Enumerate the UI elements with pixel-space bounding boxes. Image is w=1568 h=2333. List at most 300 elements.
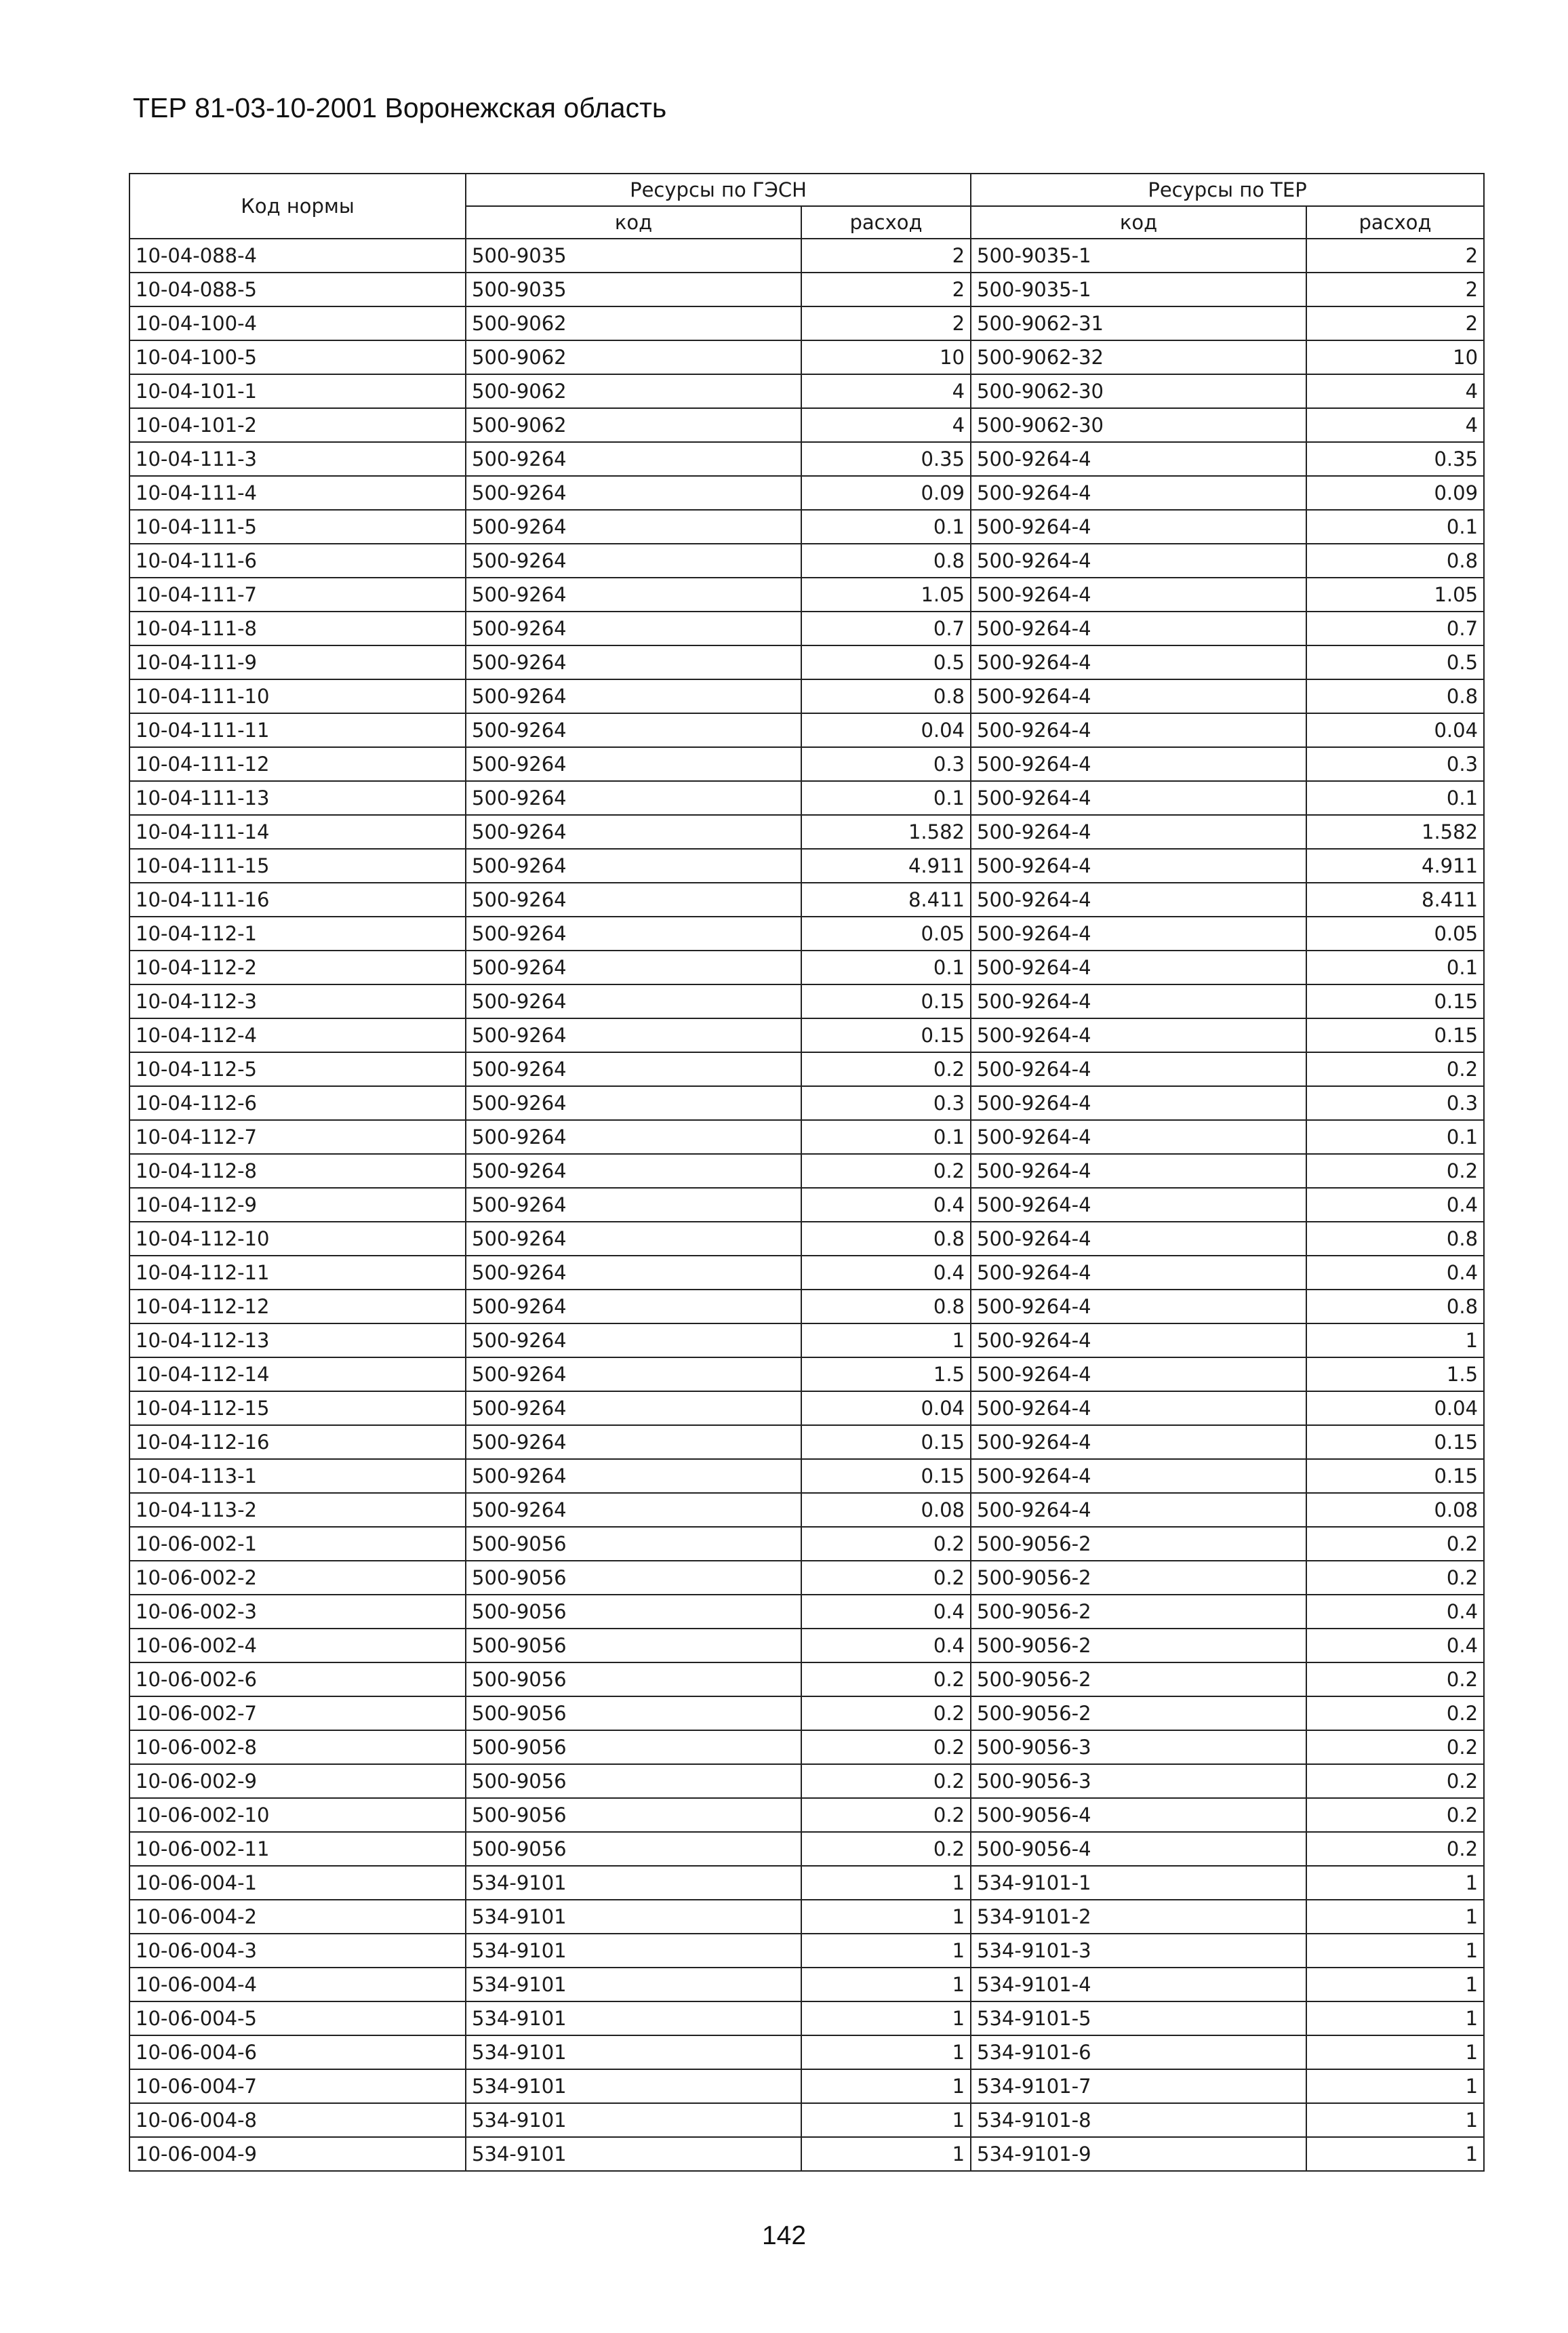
gesn-rate-cell: 4: [801, 408, 971, 442]
gesn-code-cell: 500-9056: [466, 1595, 801, 1629]
table-row: [129, 1391, 1484, 1425]
gesn-rate-cell: 0.2: [801, 1662, 971, 1696]
norm-code-cell: 10-04-112-16: [129, 1425, 466, 1459]
gesn-rate-cell: 0.1: [801, 781, 971, 815]
gesn-rate-cell: 0.8: [801, 1222, 971, 1256]
ter-rate-cell: 0.2: [1306, 1154, 1484, 1188]
norm-code-cell: 10-04-088-4: [129, 239, 466, 273]
norm-code-cell: 10-06-004-8: [129, 2103, 466, 2137]
gesn-code-cell: 500-9056: [466, 1832, 801, 1866]
gesn-rate-cell: 4.911: [801, 849, 971, 883]
table-row: [129, 2035, 1484, 2069]
gesn-rate-cell: 0.2: [801, 1154, 971, 1188]
ter-code-cell: 500-9264-4: [971, 1120, 1306, 1154]
gesn-code-cell: 500-9264: [466, 442, 801, 476]
gesn-rate-cell: 0.4: [801, 1595, 971, 1629]
ter-rate-cell: 4: [1306, 408, 1484, 442]
ter-rate-cell: 1: [1306, 2001, 1484, 2035]
table-row: [129, 306, 1484, 340]
ter-rate-cell: 0.2: [1306, 1561, 1484, 1595]
ter-code-cell: 534-9101-9: [971, 2137, 1306, 2171]
gesn-rate-cell: 0.4: [801, 1188, 971, 1222]
table-row: [129, 374, 1484, 408]
ter-rate-cell: 0.04: [1306, 1391, 1484, 1425]
ter-code-cell: 500-9264-4: [971, 713, 1306, 747]
gesn-code-cell: 534-9101: [466, 1968, 801, 2001]
ter-code-cell: 500-9264-4: [971, 1086, 1306, 1120]
gesn-rate-cell: 0.1: [801, 510, 971, 544]
gesn-rate-cell: 1.5: [801, 1357, 971, 1391]
gesn-rate-cell: 1: [801, 2069, 971, 2103]
ter-rate-cell: 2: [1306, 273, 1484, 306]
ter-rate-cell: 1: [1306, 1934, 1484, 1968]
ter-rate-cell: 0.2: [1306, 1764, 1484, 1798]
norm-code-cell: 10-06-004-3: [129, 1934, 466, 1968]
gesn-code-cell: 500-9056: [466, 1527, 801, 1561]
ter-code-cell: 500-9264-4: [971, 781, 1306, 815]
gesn-rate-cell: 0.2: [801, 1561, 971, 1595]
norm-code-cell: 10-04-112-11: [129, 1256, 466, 1290]
ter-rate-cell: 0.5: [1306, 645, 1484, 679]
norm-code-cell: 10-04-112-7: [129, 1120, 466, 1154]
gesn-rate-cell: 0.15: [801, 1459, 971, 1493]
gesn-code-cell: 500-9035: [466, 239, 801, 273]
gesn-code-cell: 500-9264: [466, 713, 801, 747]
norm-code-cell: 10-06-004-4: [129, 1968, 466, 2001]
ter-code-cell: 500-9264-4: [971, 612, 1306, 645]
ter-rate-cell: 1: [1306, 2035, 1484, 2069]
norm-code-cell: 10-04-112-2: [129, 951, 466, 984]
header-ter-code: код: [971, 206, 1306, 239]
ter-rate-cell: 1.582: [1306, 815, 1484, 849]
norm-code-cell: 10-04-111-4: [129, 476, 466, 510]
gesn-rate-cell: 10: [801, 340, 971, 374]
ter-code-cell: 534-9101-4: [971, 1968, 1306, 2001]
gesn-code-cell: 500-9264: [466, 1154, 801, 1188]
ter-code-cell: 534-9101-7: [971, 2069, 1306, 2103]
table-row: [129, 1154, 1484, 1188]
gesn-code-cell: 500-9264: [466, 645, 801, 679]
norm-code-cell: 10-06-002-7: [129, 1696, 466, 1730]
gesn-code-cell: 500-9056: [466, 1730, 801, 1764]
ter-rate-cell: 0.15: [1306, 984, 1484, 1018]
norm-code-cell: 10-06-004-9: [129, 2137, 466, 2171]
ter-rate-cell: 0.35: [1306, 442, 1484, 476]
table-row: [129, 408, 1484, 442]
gesn-rate-cell: 1: [801, 1323, 971, 1357]
ter-rate-cell: 0.1: [1306, 1120, 1484, 1154]
gesn-code-cell: 500-9264: [466, 815, 801, 849]
gesn-code-cell: 500-9264: [466, 544, 801, 578]
table-row: [129, 1629, 1484, 1662]
header-ter-resources: Ресурсы по ТЕР: [971, 174, 1484, 206]
norm-code-cell: 10-06-002-2: [129, 1561, 466, 1595]
gesn-rate-cell: 0.2: [801, 1764, 971, 1798]
gesn-rate-cell: 0.8: [801, 679, 971, 713]
table-row: [129, 2001, 1484, 2035]
gesn-code-cell: 500-9056: [466, 1696, 801, 1730]
gesn-code-cell: 500-9056: [466, 1764, 801, 1798]
table-row: [129, 1866, 1484, 1900]
ter-rate-cell: 1: [1306, 2103, 1484, 2137]
norm-code-cell: 10-04-088-5: [129, 273, 466, 306]
ter-code-cell: 500-9035-1: [971, 273, 1306, 306]
gesn-rate-cell: 0.04: [801, 1391, 971, 1425]
ter-code-cell: 500-9264-4: [971, 1425, 1306, 1459]
norm-code-cell: 10-06-002-11: [129, 1832, 466, 1866]
norm-code-cell: 10-04-101-2: [129, 408, 466, 442]
table-row: [129, 1527, 1484, 1561]
table-row: [129, 544, 1484, 578]
norm-code-cell: 10-04-101-1: [129, 374, 466, 408]
ter-rate-cell: 0.3: [1306, 747, 1484, 781]
norm-code-cell: 10-04-112-13: [129, 1323, 466, 1357]
gesn-code-cell: 500-9056: [466, 1629, 801, 1662]
gesn-rate-cell: 1: [801, 1968, 971, 2001]
gesn-rate-cell: 1.05: [801, 578, 971, 612]
gesn-rate-cell: 0.05: [801, 917, 971, 951]
ter-code-cell: 500-9264-4: [971, 1154, 1306, 1188]
norm-code-cell: 10-04-112-6: [129, 1086, 466, 1120]
gesn-rate-cell: 0.5: [801, 645, 971, 679]
ter-code-cell: 534-9101-1: [971, 1866, 1306, 1900]
norm-code-cell: 10-04-112-10: [129, 1222, 466, 1256]
ter-code-cell: 500-9056-2: [971, 1595, 1306, 1629]
table-row: [129, 747, 1484, 781]
gesn-code-cell: 534-9101: [466, 1866, 801, 1900]
ter-rate-cell: 0.08: [1306, 1493, 1484, 1527]
gesn-code-cell: 500-9264: [466, 781, 801, 815]
table-row: [129, 1425, 1484, 1459]
gesn-code-cell: 500-9264: [466, 747, 801, 781]
gesn-rate-cell: 0.2: [801, 1527, 971, 1561]
norm-code-cell: 10-04-111-7: [129, 578, 466, 612]
ter-code-cell: 500-9062-30: [971, 374, 1306, 408]
norm-code-cell: 10-04-111-9: [129, 645, 466, 679]
gesn-rate-cell: 0.15: [801, 1018, 971, 1052]
gesn-code-cell: 534-9101: [466, 1934, 801, 1968]
table-row: [129, 578, 1484, 612]
norm-code-cell: 10-04-100-4: [129, 306, 466, 340]
gesn-code-cell: 500-9264: [466, 612, 801, 645]
gesn-rate-cell: 0.7: [801, 612, 971, 645]
header-row-group: [129, 174, 1484, 206]
ter-code-cell: 500-9056-2: [971, 1662, 1306, 1696]
ter-rate-cell: 0.4: [1306, 1256, 1484, 1290]
table-row: [129, 340, 1484, 374]
ter-code-cell: 500-9056-2: [971, 1527, 1306, 1561]
ter-rate-cell: 0.1: [1306, 510, 1484, 544]
gesn-code-cell: 500-9264: [466, 1357, 801, 1391]
table-row: [129, 612, 1484, 645]
norm-code-cell: 10-06-004-5: [129, 2001, 466, 2035]
norm-code-cell: 10-04-111-11: [129, 713, 466, 747]
ter-rate-cell: 0.15: [1306, 1425, 1484, 1459]
norm-code-cell: 10-06-004-6: [129, 2035, 466, 2069]
gesn-rate-cell: 2: [801, 239, 971, 273]
resources-table: [129, 173, 1485, 2172]
gesn-rate-cell: 0.3: [801, 747, 971, 781]
ter-code-cell: 500-9264-4: [971, 1018, 1306, 1052]
gesn-rate-cell: 0.8: [801, 1290, 971, 1323]
gesn-code-cell: 500-9264: [466, 849, 801, 883]
ter-rate-cell: 1.05: [1306, 578, 1484, 612]
norm-code-cell: 10-06-002-4: [129, 1629, 466, 1662]
norm-code-cell: 10-04-111-16: [129, 883, 466, 917]
ter-rate-cell: 0.2: [1306, 1730, 1484, 1764]
table-row: [129, 1832, 1484, 1866]
table-row: [129, 1730, 1484, 1764]
ter-code-cell: 500-9264-4: [971, 1357, 1306, 1391]
ter-code-cell: 500-9264-4: [971, 679, 1306, 713]
gesn-code-cell: 500-9264: [466, 1120, 801, 1154]
norm-code-cell: 10-04-112-4: [129, 1018, 466, 1052]
gesn-code-cell: 500-9264: [466, 1052, 801, 1086]
gesn-rate-cell: 0.1: [801, 1120, 971, 1154]
header-gesn-resources: Ресурсы по ГЭСН: [466, 174, 971, 206]
gesn-rate-cell: 0.1: [801, 951, 971, 984]
gesn-rate-cell: 1: [801, 1900, 971, 1934]
table-row: [129, 883, 1484, 917]
gesn-rate-cell: 0.15: [801, 1425, 971, 1459]
gesn-code-cell: 500-9264: [466, 1323, 801, 1357]
header-ter-rate: расход: [1306, 206, 1484, 239]
norm-code-cell: 10-04-111-8: [129, 612, 466, 645]
gesn-code-cell: 500-9264: [466, 1425, 801, 1459]
gesn-code-cell: 500-9264: [466, 1018, 801, 1052]
ter-rate-cell: 1.5: [1306, 1357, 1484, 1391]
gesn-code-cell: 500-9264: [466, 883, 801, 917]
ter-code-cell: 500-9056-3: [971, 1730, 1306, 1764]
table-row: [129, 510, 1484, 544]
ter-code-cell: 500-9056-2: [971, 1629, 1306, 1662]
table-row: [129, 239, 1484, 273]
ter-rate-cell: 0.4: [1306, 1629, 1484, 1662]
table-row: [129, 1798, 1484, 1832]
gesn-code-cell: 500-9264: [466, 476, 801, 510]
gesn-rate-cell: 0.4: [801, 1629, 971, 1662]
table-row: [129, 781, 1484, 815]
ter-code-cell: 500-9264-4: [971, 476, 1306, 510]
gesn-rate-cell: 2: [801, 273, 971, 306]
ter-code-cell: 500-9264-4: [971, 1290, 1306, 1323]
gesn-code-cell: 500-9264: [466, 951, 801, 984]
ter-code-cell: 500-9056-4: [971, 1832, 1306, 1866]
gesn-rate-cell: 0.09: [801, 476, 971, 510]
ter-code-cell: 500-9264-4: [971, 1391, 1306, 1425]
table-row: [129, 815, 1484, 849]
ter-rate-cell: 2: [1306, 239, 1484, 273]
ter-rate-cell: 0.8: [1306, 544, 1484, 578]
gesn-rate-cell: 0.2: [801, 1832, 971, 1866]
norm-code-cell: 10-04-111-15: [129, 849, 466, 883]
ter-code-cell: 534-9101-2: [971, 1900, 1306, 1934]
ter-code-cell: 500-9035-1: [971, 239, 1306, 273]
norm-code-cell: 10-04-112-3: [129, 984, 466, 1018]
table-row: [129, 645, 1484, 679]
ter-rate-cell: 4.911: [1306, 849, 1484, 883]
gesn-code-cell: 500-9035: [466, 273, 801, 306]
header-gesn-code: код: [466, 206, 801, 239]
gesn-code-cell: 500-9264: [466, 1222, 801, 1256]
norm-code-cell: 10-06-004-2: [129, 1900, 466, 1934]
gesn-code-cell: 500-9062: [466, 340, 801, 374]
gesn-code-cell: 500-9264: [466, 1256, 801, 1290]
ter-code-cell: 500-9264-4: [971, 544, 1306, 578]
norm-code-cell: 10-06-004-7: [129, 2069, 466, 2103]
ter-code-cell: 500-9264-4: [971, 951, 1306, 984]
table-body: [129, 239, 1484, 2171]
norm-code-cell: 10-04-113-1: [129, 1459, 466, 1493]
ter-rate-cell: 0.3: [1306, 1086, 1484, 1120]
gesn-rate-cell: 1: [801, 2137, 971, 2171]
ter-rate-cell: 0.7: [1306, 612, 1484, 645]
ter-rate-cell: 1: [1306, 1900, 1484, 1934]
table-row: [129, 1561, 1484, 1595]
gesn-code-cell: 500-9264: [466, 1086, 801, 1120]
table-row: [129, 713, 1484, 747]
table-row: [129, 1323, 1484, 1357]
ter-rate-cell: 0.2: [1306, 1527, 1484, 1561]
ter-code-cell: 500-9056-2: [971, 1561, 1306, 1595]
ter-rate-cell: 0.8: [1306, 1222, 1484, 1256]
gesn-code-cell: 500-9056: [466, 1662, 801, 1696]
norm-code-cell: 10-04-111-13: [129, 781, 466, 815]
gesn-code-cell: 500-9264: [466, 679, 801, 713]
gesn-code-cell: 534-9101: [466, 2137, 801, 2171]
table-row: [129, 1018, 1484, 1052]
norm-code-cell: 10-04-112-1: [129, 917, 466, 951]
table-row: [129, 1222, 1484, 1256]
gesn-rate-cell: 0.8: [801, 544, 971, 578]
ter-rate-cell: 0.8: [1306, 1290, 1484, 1323]
table-row: [129, 984, 1484, 1018]
ter-rate-cell: 10: [1306, 340, 1484, 374]
gesn-code-cell: 500-9264: [466, 1290, 801, 1323]
gesn-rate-cell: 0.2: [801, 1730, 971, 1764]
header-gesn-rate: расход: [801, 206, 971, 239]
ter-rate-cell: 1: [1306, 1323, 1484, 1357]
norm-code-cell: 10-06-004-1: [129, 1866, 466, 1900]
ter-code-cell: 500-9062-32: [971, 340, 1306, 374]
gesn-rate-cell: 0.3: [801, 1086, 971, 1120]
ter-code-cell: 500-9264-4: [971, 917, 1306, 951]
ter-rate-cell: 1: [1306, 1968, 1484, 2001]
ter-rate-cell: 1: [1306, 2069, 1484, 2103]
ter-code-cell: 500-9062-31: [971, 306, 1306, 340]
header-norm-code: Код нормы: [129, 174, 466, 239]
table-row: [129, 1290, 1484, 1323]
ter-rate-cell: 1: [1306, 1866, 1484, 1900]
gesn-code-cell: 500-9264: [466, 1188, 801, 1222]
table-row: [129, 1968, 1484, 2001]
ter-code-cell: 500-9056-3: [971, 1764, 1306, 1798]
norm-code-cell: 10-04-112-14: [129, 1357, 466, 1391]
table-row: [129, 1696, 1484, 1730]
ter-rate-cell: 0.05: [1306, 917, 1484, 951]
table-row: [129, 442, 1484, 476]
ter-rate-cell: 0.4: [1306, 1188, 1484, 1222]
table-row: [129, 1256, 1484, 1290]
ter-code-cell: 500-9264-4: [971, 578, 1306, 612]
gesn-code-cell: 500-9264: [466, 510, 801, 544]
ter-code-cell: 500-9264-4: [971, 442, 1306, 476]
ter-rate-cell: 0.2: [1306, 1662, 1484, 1696]
norm-code-cell: 10-06-002-10: [129, 1798, 466, 1832]
norm-code-cell: 10-04-112-9: [129, 1188, 466, 1222]
gesn-rate-cell: 4: [801, 374, 971, 408]
gesn-rate-cell: 0.08: [801, 1493, 971, 1527]
ter-rate-cell: 8.411: [1306, 883, 1484, 917]
table-row: [129, 1459, 1484, 1493]
table-row: [129, 1493, 1484, 1527]
ter-code-cell: 500-9264-4: [971, 883, 1306, 917]
gesn-rate-cell: 1: [801, 2035, 971, 2069]
ter-rate-cell: 0.2: [1306, 1832, 1484, 1866]
gesn-rate-cell: 0.15: [801, 984, 971, 1018]
gesn-rate-cell: 0.2: [801, 1798, 971, 1832]
gesn-rate-cell: 0.04: [801, 713, 971, 747]
table-row: [129, 951, 1484, 984]
gesn-code-cell: 500-9056: [466, 1798, 801, 1832]
gesn-rate-cell: 0.2: [801, 1052, 971, 1086]
norm-code-cell: 10-04-112-5: [129, 1052, 466, 1086]
norm-code-cell: 10-04-100-5: [129, 340, 466, 374]
ter-rate-cell: 0.15: [1306, 1459, 1484, 1493]
table-row: [129, 1662, 1484, 1696]
norm-code-cell: 10-04-111-3: [129, 442, 466, 476]
ter-code-cell: 500-9264-4: [971, 1052, 1306, 1086]
gesn-code-cell: 500-9264: [466, 917, 801, 951]
gesn-code-cell: 534-9101: [466, 2001, 801, 2035]
ter-code-cell: 500-9264-4: [971, 1256, 1306, 1290]
ter-rate-cell: 0.4: [1306, 1595, 1484, 1629]
ter-code-cell: 534-9101-5: [971, 2001, 1306, 2035]
ter-rate-cell: 0.8: [1306, 679, 1484, 713]
gesn-rate-cell: 1: [801, 1866, 971, 1900]
norm-code-cell: 10-04-112-12: [129, 1290, 466, 1323]
ter-code-cell: 500-9264-4: [971, 1222, 1306, 1256]
norm-code-cell: 10-04-111-12: [129, 747, 466, 781]
gesn-rate-cell: 1.582: [801, 815, 971, 849]
ter-rate-cell: 2: [1306, 306, 1484, 340]
ter-code-cell: 534-9101-8: [971, 2103, 1306, 2137]
table-row: [129, 917, 1484, 951]
gesn-code-cell: 500-9062: [466, 306, 801, 340]
norm-code-cell: 10-04-111-10: [129, 679, 466, 713]
gesn-code-cell: 534-9101: [466, 2069, 801, 2103]
gesn-rate-cell: 0.2: [801, 1696, 971, 1730]
ter-code-cell: 500-9264-4: [971, 1188, 1306, 1222]
ter-rate-cell: 0.2: [1306, 1798, 1484, 1832]
ter-code-cell: 500-9264-4: [971, 815, 1306, 849]
ter-code-cell: 500-9264-4: [971, 984, 1306, 1018]
ter-code-cell: 500-9264-4: [971, 645, 1306, 679]
table-row: [129, 1357, 1484, 1391]
gesn-code-cell: 500-9056: [466, 1561, 801, 1595]
norm-code-cell: 10-04-111-5: [129, 510, 466, 544]
ter-code-cell: 500-9264-4: [971, 849, 1306, 883]
gesn-code-cell: 500-9062: [466, 374, 801, 408]
table-row: [129, 1188, 1484, 1222]
ter-rate-cell: 4: [1306, 374, 1484, 408]
ter-code-cell: 500-9056-2: [971, 1696, 1306, 1730]
ter-rate-cell: 0.2: [1306, 1052, 1484, 1086]
table-row: [129, 2137, 1484, 2171]
gesn-rate-cell: 2: [801, 306, 971, 340]
ter-rate-cell: 1: [1306, 2137, 1484, 2171]
table-row: [129, 1764, 1484, 1798]
